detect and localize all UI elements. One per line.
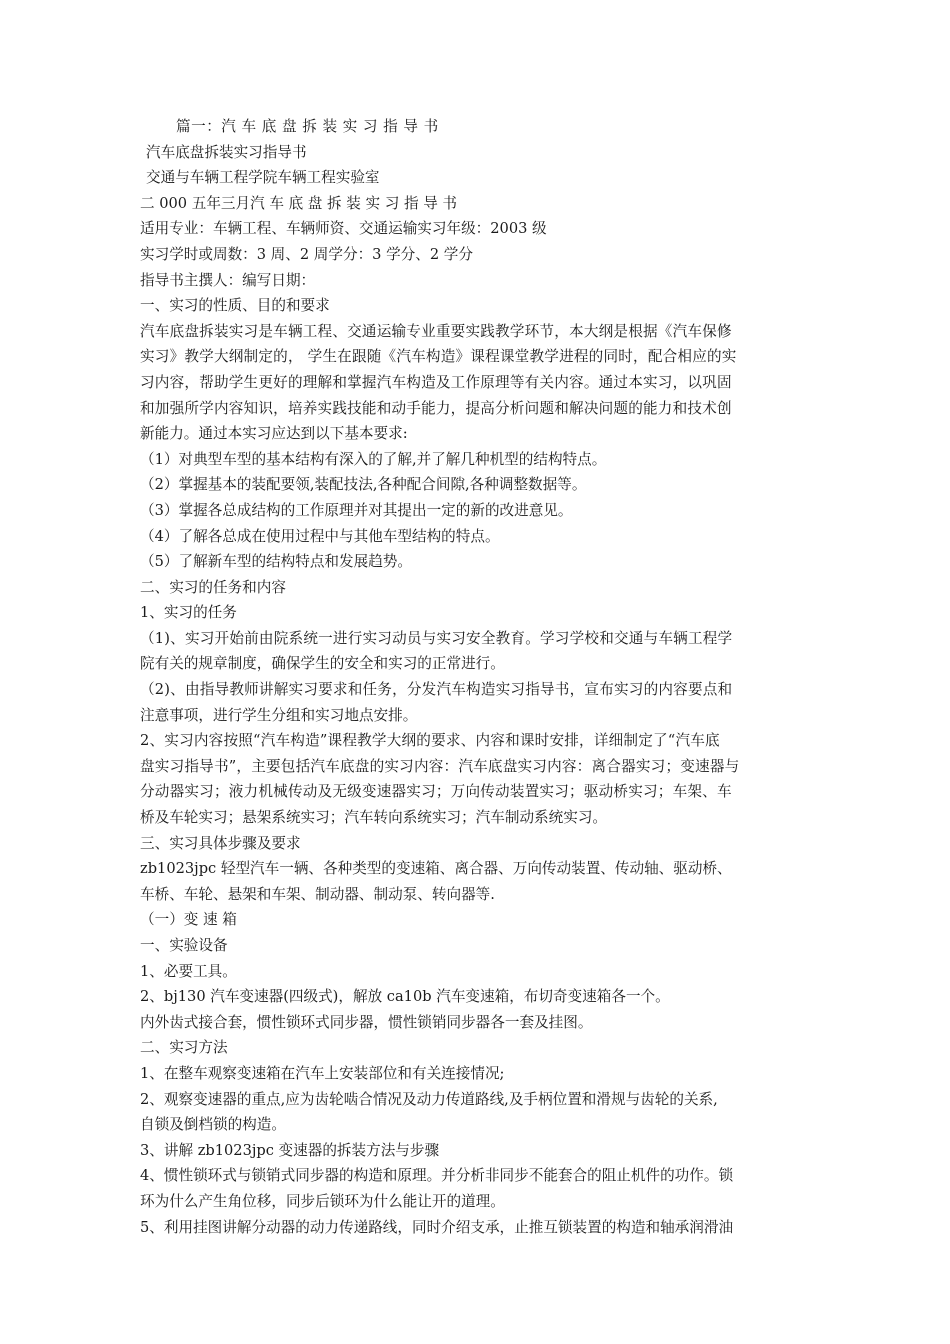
- text-line: 2、观察变速器的重点,应为齿轮啮合情况及动力传道路线,及手柄位置和滑规与齿轮的关系,: [140, 1090, 718, 1108]
- list-item: （3）掌握各总成结构的工作原理并对其提出一定的新的改进意见。: [140, 501, 573, 519]
- text-line: 自锁及倒档锁的构造。: [140, 1116, 286, 1134]
- document-title: 篇一：汽 车 底 盘 拆 装 实 习 指 导 书: [176, 118, 439, 135]
- section-heading: 一、实习的性质、目的和要求: [140, 297, 330, 315]
- text-line: 指导书主撰人：编写日期：: [140, 271, 316, 289]
- list-item: （1）对典型车型的基本结构有深入的了解,并了解几种机型的结构特点。: [140, 450, 607, 468]
- text-line: 实习》教学大纲制定的， 学生在跟随《汽车构造》课程课堂教学进程的同时，配合相应的实: [140, 348, 737, 366]
- subsection-heading: （一）变 速 箱: [140, 911, 237, 929]
- text-line: 3、讲解 zb1023jpc 变速器的拆装方法与步骤: [140, 1141, 440, 1159]
- text-line: 适用专业：车辆工程、车辆师资、交通运输实习年级：2003 级: [140, 220, 547, 238]
- text-line: （1)、实习开始前由院系统一进行实习动员与实习安全教育。学习学校和交通与车辆工程学: [140, 629, 733, 647]
- text-line: 新能力。通过本实习应达到以下基本要求:: [140, 425, 408, 443]
- text-line: 1、必要工具。: [140, 962, 237, 980]
- text-line: 实习学时或周数：3 周、2 周学分：3 学分、2 学分: [140, 245, 473, 263]
- text-line: 5、利用挂图讲解分动器的动力传递路线，同时介绍支承，止推互锁装置的构造和轴承润滑油: [140, 1218, 734, 1236]
- text-line: 注意事项，进行学生分组和实习地点安排。: [140, 706, 418, 724]
- subsection-heading: 1、实习的任务: [140, 604, 237, 622]
- document-department: 交通与车辆工程学院车辆工程实验室: [146, 169, 380, 187]
- text-line: 院有关的规章制度，确保学生的安全和实习的正常进行。: [140, 655, 505, 673]
- document-subtitle: 汽车底盘拆装实习指导书: [146, 143, 307, 161]
- subsection-heading: 二、实习方法: [140, 1039, 228, 1057]
- subsection-heading: 一、实验设备: [140, 937, 228, 954]
- text-line: 2、实习内容按照“汽车构造”课程教学大纲的要求、内容和课时安排，详细制定了“汽车底: [140, 732, 720, 750]
- list-item: （2）掌握基本的装配要领,装配技法,各种配合间隙,各种调整数据等。: [140, 476, 587, 494]
- section-heading: 二、实习的任务和内容: [140, 578, 286, 596]
- text-line: 2、bj130 汽车变速器(四级式)，解放 ca10b 汽车变速箱，布切奇变速箱各一个。: [140, 988, 670, 1006]
- text-line: （2)、由指导教师讲解实习要求和任务，分发汽车构造实习指导书，宣布实习的内容要点和: [140, 681, 733, 699]
- list-item: （4）了解各总成在使用过程中与其他车型结构的特点。: [140, 527, 500, 545]
- text-line: 分动器实习；液力机械传动及无级变速器实习；万向传动装置实习；驱动桥实习；车架、车: [140, 783, 732, 801]
- text-line: 汽车底盘拆装实习是车辆工程、交通运输专业重要实践教学环节，本大纲是根据《汽车保修: [140, 322, 732, 340]
- text-line: 1、在整车观察变速箱在汽车上安装部位和有关连接情况;: [140, 1064, 505, 1082]
- text-line: 内外齿式接合套，惯性锁环式同步器，惯性锁销同步器各一套及挂图。: [140, 1013, 593, 1031]
- document-date-line: 二 000 五年三月汽 车 底 盘 拆 装 实 习 指 导 书: [140, 194, 458, 212]
- text-line: 盘实习指导书”，主要包括汽车底盘的实习内容：汽车底盘实习内容：离合器实习；变速器与: [140, 757, 740, 775]
- list-item: （5）了解新车型的结构特点和发展趋势。: [140, 553, 412, 571]
- section-heading: 三、实习具体步骤及要求: [140, 834, 301, 852]
- text-line: 环为什么产生角位移，同步后锁环为什么能让开的道理。: [140, 1192, 505, 1210]
- text-line: 习内容，帮助学生更好的理解和掌握汽车构造及工作原理等有关内容。通过本实习，以巩固: [140, 373, 732, 391]
- document-page: [140, 114, 815, 1240]
- text-line: 桥及车轮实习；悬架系统实习；汽车转向系统实习；汽车制动系统实习。: [140, 809, 608, 827]
- text-line: 4、惯性锁环式与锁销式同步器的构造和原理。并分析非同步不能套合的阻止机件的功作。锁: [140, 1167, 734, 1185]
- text-line: zb1023jpc 轻型汽车一辆、各种类型的变速箱、离合器、万向传动装置、传动轴、驱动桥、: [140, 860, 732, 878]
- text-line: 和加强所学内容知识，培养实践技能和动手能力，提高分析问题和解决问题的能力和技术创: [140, 399, 732, 417]
- text-line: 车桥、车轮、悬架和车架、制动器、制动泵、转向器等.: [140, 885, 495, 903]
